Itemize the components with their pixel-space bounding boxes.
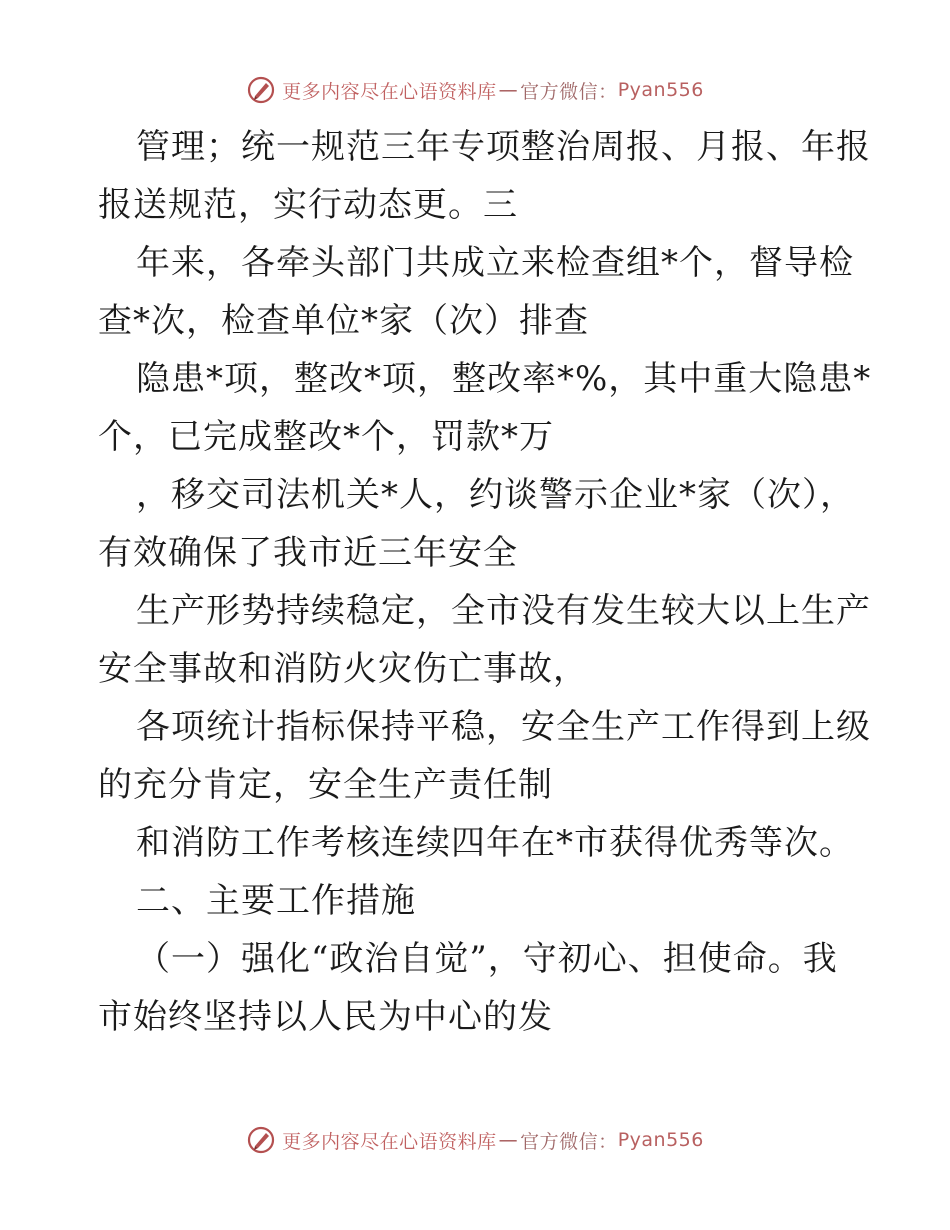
- text-line: 市始终坚持以人民为中心的发: [98, 997, 553, 1037]
- text-line: ，移交司法机关*人，约谈警示企业*家（次），: [136, 475, 855, 515]
- text-line: 报送规范，实行动态更。三: [98, 185, 518, 225]
- watermark-header: [0, 70, 950, 110]
- text-line: 有效确保了我市近三年安全: [98, 533, 518, 573]
- text-line: 安全事故和消防火灾伤亡事故，: [98, 649, 588, 689]
- text-line: 隐患*项，整改*项，整改率*%，其中重大隐患*: [136, 359, 872, 399]
- watermark-separator: —: [498, 1129, 519, 1151]
- text-line: （一）强化“政治自觉”，守初心、担使命。我: [136, 939, 838, 979]
- watermark-official: 官方微信：: [520, 80, 618, 103]
- text-line: 和消防工作考核连续四年在*市获得优秀等次。: [136, 823, 854, 863]
- watermark-brand: 更多内容尽在心语资料库: [282, 80, 497, 103]
- text-line: 年来，各牵头部门共成立来检查组*个，督导检: [136, 243, 854, 283]
- text-line: 查*次，检查单位*家（次）排查: [98, 301, 589, 341]
- watermark-brand: 更多内容尽在心语资料库: [282, 1130, 497, 1153]
- watermark-id: Pyan556: [617, 1129, 704, 1151]
- pen-logo-icon: [246, 1125, 276, 1155]
- text-line: 的充分肯定，安全生产责任制: [98, 765, 553, 805]
- watermark-footer: [0, 1120, 950, 1160]
- section-heading: 二、主要工作措施: [136, 881, 416, 921]
- pen-logo-icon: [246, 75, 276, 105]
- watermark-id: Pyan556: [617, 79, 704, 101]
- text-line: 各项统计指标保持平稳，安全生产工作得到上级: [136, 707, 871, 747]
- text-line: 管理；统一规范三年专项整治周报、月报、年报: [136, 127, 871, 167]
- watermark-separator: —: [498, 79, 519, 101]
- text-line: 生产形势持续稳定，全市没有发生较大以上生产: [136, 591, 871, 631]
- text-line: 个，已完成整改*个，罚款*万: [98, 417, 554, 457]
- watermark-official: 官方微信：: [520, 1130, 618, 1153]
- document-body: [98, 118, 872, 1046]
